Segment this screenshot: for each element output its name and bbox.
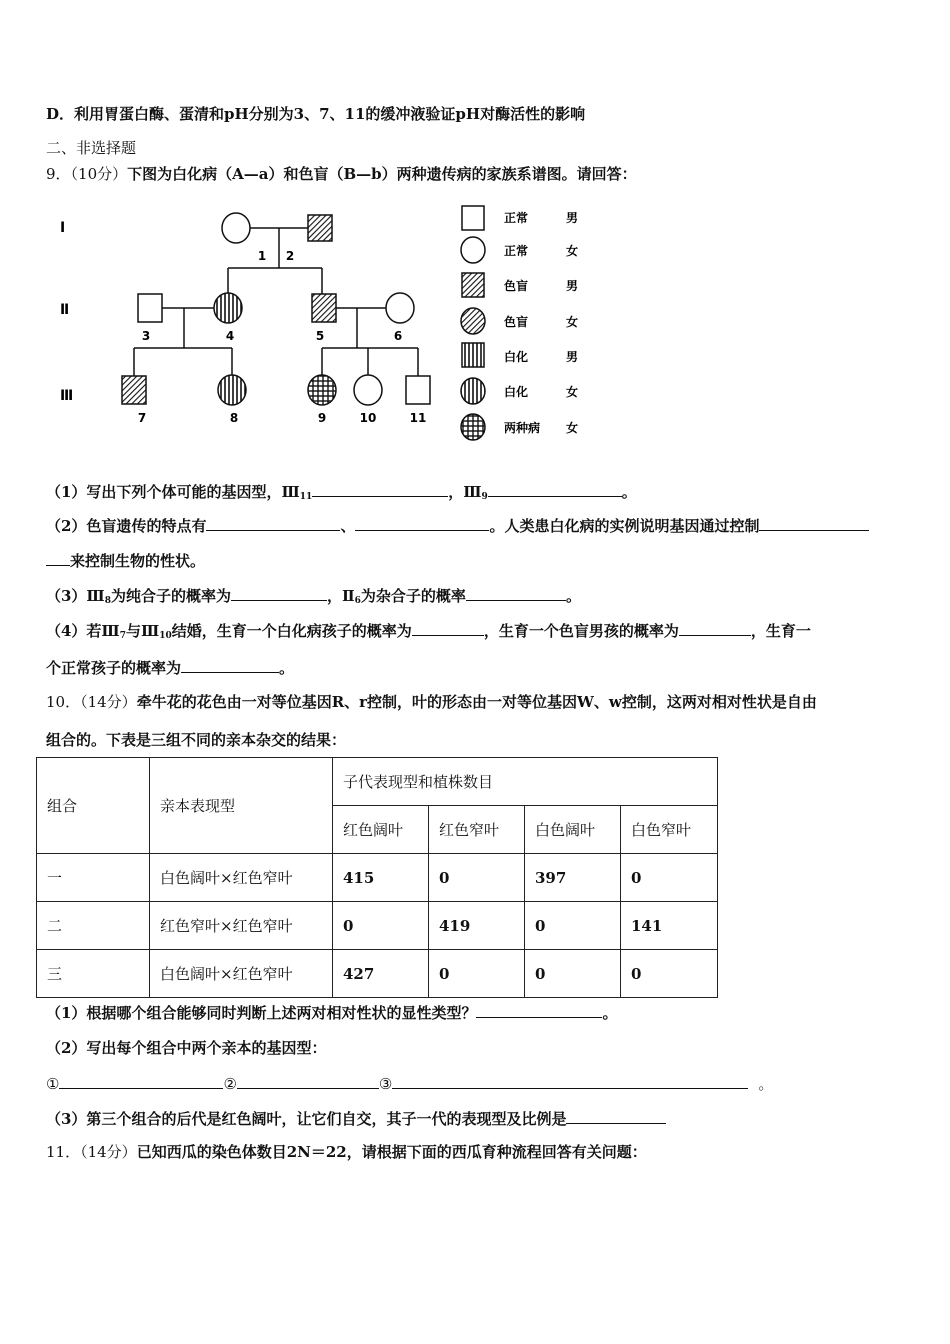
- person-number: 11: [409, 411, 427, 425]
- person-number: 3: [141, 329, 151, 343]
- legend-label: 正常: [504, 211, 529, 225]
- legend-sex: 男: [566, 350, 579, 364]
- person-11-normal-male: [406, 376, 430, 404]
- table-row: [37, 854, 718, 902]
- q9-part2: [46, 515, 869, 536]
- cross-results-table: [36, 757, 718, 998]
- answer-blank[interactable]: [679, 621, 751, 636]
- q9-number: 9．: [46, 165, 71, 183]
- answer-blank[interactable]: [46, 551, 70, 566]
- q9-part4-text: （4）若Ⅲ: [46, 622, 120, 640]
- q9-part4: [46, 620, 811, 641]
- section-heading: 二、非选择题: [46, 139, 137, 157]
- subheader-red-broad: 红色阔叶: [333, 806, 429, 854]
- q10-part2-end: 。: [758, 1075, 774, 1093]
- subscript: 8: [104, 596, 111, 606]
- legend-label: 白化: [504, 350, 529, 364]
- q9-part1-text: 。: [621, 483, 637, 501]
- cell-value: 427: [333, 950, 429, 998]
- cell-value: 0: [525, 902, 621, 950]
- person-1-normal-female: [222, 213, 250, 243]
- header-offspring: 子代表现型和植株数目: [333, 758, 718, 806]
- cell-value: 0: [429, 950, 525, 998]
- q9-part4-cont: [46, 657, 294, 678]
- cell-group: 三: [37, 950, 150, 998]
- q9-part3-text: 为杂合子的概率: [360, 587, 466, 605]
- cell-value: 141: [621, 902, 718, 950]
- q11-number: 11．: [46, 1143, 81, 1161]
- q9-part4-text: 。: [279, 659, 295, 677]
- person-4-albino-female: [214, 293, 242, 323]
- generation-3-label: Ⅲ: [60, 388, 74, 404]
- q9-part1-text: （1）写出下列个体可能的基因型，Ⅲ: [46, 483, 300, 501]
- legend-sex: 男: [566, 211, 579, 225]
- person-5-colorblind-male: [312, 294, 336, 322]
- person-number: 10: [359, 411, 377, 425]
- answer-blank[interactable]: [231, 586, 327, 601]
- q9-part4-text: 与Ⅲ: [125, 622, 160, 640]
- legend-label: 色盲: [504, 279, 529, 293]
- answer-blank[interactable]: [181, 658, 279, 673]
- q10-part3-text: （3）第三个组合的后代是红色阔叶，让它们自交，其子一代的表现型及比例是: [46, 1110, 567, 1128]
- cell-parents: 白色阔叶×红色窄叶: [150, 950, 333, 998]
- cell-value: 0: [621, 950, 718, 998]
- q9-score: （10分）: [70, 165, 128, 183]
- cell-parents: 白色阔叶×红色窄叶: [150, 854, 333, 902]
- legend-symbol-albino-male: [462, 343, 484, 367]
- q10-part1: [46, 1002, 617, 1023]
- subscript: 11: [299, 492, 313, 502]
- legend-symbol-normal-female: [461, 237, 485, 263]
- subscript: 10: [159, 631, 172, 641]
- legend-label: 两种病: [504, 421, 541, 435]
- legend-symbol-albino-female: [461, 378, 485, 404]
- q11-text: 已知西瓜的染色体数目2N＝22，请根据下面的西瓜育种流程回答有关问题：: [136, 1143, 647, 1161]
- person-7-colorblind-male: [122, 376, 146, 404]
- subheader-white-narrow: 白色窄叶: [621, 806, 718, 854]
- cell-value: 0: [621, 854, 718, 902]
- legend-sex: 女: [566, 315, 579, 329]
- q10-part2-blanks: [46, 1073, 773, 1094]
- q10-text: 牵牛花的花色由一对等位基因R、r控制，叶的形态由一对等位基因W、w控制，这两对相对性状是自由: [136, 693, 817, 711]
- q9-part2-cont: [46, 550, 205, 571]
- cell-group: 二: [37, 902, 150, 950]
- legend-sex: 男: [566, 279, 579, 293]
- cell-value: 415: [333, 854, 429, 902]
- person-number: 4: [225, 329, 235, 343]
- person-9-both-diseases-female: [308, 375, 336, 405]
- person-number: 2: [285, 249, 295, 263]
- q10-score: （14分）: [80, 693, 137, 711]
- q9-part3-text: 为纯合子的概率为: [110, 587, 231, 605]
- legend-label: 白化: [504, 385, 529, 399]
- answer-blank[interactable]: [237, 1074, 379, 1089]
- cell-value: 419: [429, 902, 525, 950]
- subheader-red-narrow: 红色窄叶: [429, 806, 525, 854]
- pedigree-chart: [52, 200, 612, 450]
- person-3-normal-male: [138, 294, 162, 322]
- legend-symbol-both-female: [461, 414, 485, 440]
- circled-3: ③: [378, 1075, 393, 1093]
- person-number: 5: [315, 329, 325, 343]
- q9-part3: [46, 585, 581, 606]
- cell-group: 一: [37, 854, 150, 902]
- q9-part2-text: 。人类患白化病的实例说明基因通过控制: [489, 517, 760, 535]
- answer-blank[interactable]: [759, 516, 869, 531]
- legend-sex: 女: [566, 385, 579, 399]
- legend-symbol-colorblind-female: [461, 308, 485, 334]
- q9-part3-text: （3）Ⅲ: [46, 587, 105, 605]
- answer-blank[interactable]: [206, 516, 340, 531]
- q9-part2-text: 、: [340, 517, 356, 535]
- answer-blank[interactable]: [566, 1109, 666, 1124]
- circled-1: ①: [46, 1075, 60, 1093]
- circled-2: ②: [223, 1075, 237, 1093]
- person-number: 1: [257, 249, 267, 263]
- q9-part4-text: 个正常孩子的概率为: [46, 659, 182, 677]
- q9-text: 下图为白化病（A—a）和色盲（B—b）两种遗传病的家族系谱图。请回答：: [127, 165, 637, 183]
- person-number: 7: [137, 411, 147, 425]
- answer-blank[interactable]: [312, 482, 448, 497]
- answer-blank[interactable]: [466, 586, 566, 601]
- cell-value: 0: [333, 902, 429, 950]
- person-number: 8: [229, 411, 239, 425]
- subscript: 6: [354, 596, 361, 606]
- q9-part2-text: 来控制生物的性状。: [70, 552, 206, 570]
- person-2-colorblind-male: [308, 215, 332, 241]
- answer-blank[interactable]: [412, 621, 484, 636]
- subscript: 9: [481, 492, 488, 502]
- cell-value: 0: [525, 950, 621, 998]
- legend-symbol-normal-male: [462, 206, 484, 230]
- answer-blank[interactable]: [476, 1003, 602, 1018]
- legend-sex: 女: [566, 421, 579, 435]
- q9-part4-text: ，生育一个色盲男孩的概率为: [483, 622, 679, 640]
- q9-stem: [46, 163, 637, 184]
- q9-part3-text: ，Ⅱ: [327, 587, 355, 605]
- q10-part2: （2）写出每个组合中两个亲本的基因型：: [46, 1039, 327, 1057]
- cell-value: 397: [525, 854, 621, 902]
- q9-part4-text: ，生育一: [750, 622, 811, 640]
- header-group: 组合: [37, 758, 150, 854]
- table-row: [37, 902, 718, 950]
- q10-stem-cont: 组合的。下表是三组不同的亲本杂交的结果：: [46, 731, 347, 749]
- q9-part4-text: 结婚，生育一个白化病孩子的概率为: [171, 622, 412, 640]
- answer-blank[interactable]: [392, 1074, 748, 1089]
- generation-1-label: I: [60, 220, 66, 236]
- cell-parents: 红色窄叶×红色窄叶: [150, 902, 333, 950]
- q9-part1: [46, 481, 637, 502]
- answer-blank[interactable]: [59, 1074, 223, 1089]
- q9-part1-text: ，Ⅲ: [448, 483, 482, 501]
- cell-value: 0: [429, 854, 525, 902]
- q11-stem: [46, 1141, 647, 1162]
- q9-part2-text: （2）色盲遗传的特点有: [46, 517, 207, 535]
- q10-part1-text: 。: [602, 1004, 618, 1022]
- person-6-normal-female: [386, 293, 414, 323]
- q10-number: 10．: [46, 693, 81, 711]
- subheader-white-broad: 白色阔叶: [525, 806, 621, 854]
- answer-blank[interactable]: [488, 482, 622, 497]
- legend-label: 色盲: [504, 315, 529, 329]
- person-number: 6: [393, 329, 403, 343]
- q10-part1-text: （1）根据哪个组合能够同时判断上述两对相对性状的显性类型？: [46, 1004, 477, 1022]
- q11-score: （14分）: [80, 1143, 137, 1161]
- header-parents: 亲本表现型: [150, 758, 333, 854]
- q10-stem: [46, 691, 817, 712]
- subscript: 7: [119, 631, 126, 641]
- option-d: D．利用胃蛋白酶、蛋清和pH分别为3、7、11的缓冲液验证pH对酶活性的影响: [46, 105, 586, 123]
- answer-blank[interactable]: [355, 516, 489, 531]
- legend-sex: 女: [566, 244, 579, 258]
- q10-part3: [46, 1108, 666, 1129]
- person-8-albino-female: [218, 375, 246, 405]
- legend-symbol-colorblind-male: [462, 273, 484, 297]
- q9-part3-text: 。: [565, 587, 581, 605]
- generation-2-label: Ⅱ: [60, 302, 70, 318]
- legend-label: 正常: [504, 244, 529, 258]
- person-number: 9: [317, 411, 327, 425]
- person-10-normal-female: [354, 375, 382, 405]
- table-row: [37, 950, 718, 998]
